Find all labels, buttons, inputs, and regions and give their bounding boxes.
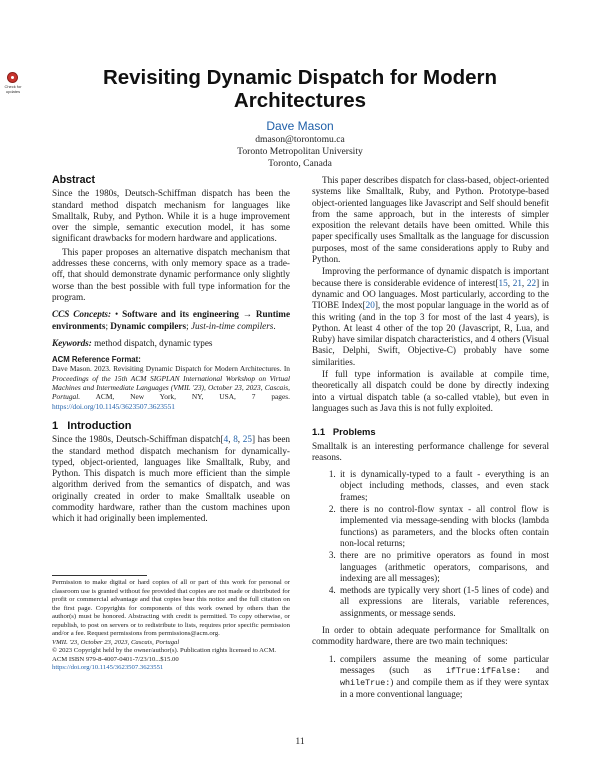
body-text: Improving the performance of dynamic dispatch is important because there is considerable evidence of interest[ xyxy=(312,266,549,288)
permission-venue: VMIL '23, October 23, 2023, Cascais, Portugal xyxy=(52,638,180,646)
intro-text: Since the 1980s, Deutsch-Schiffman dispatch[ xyxy=(52,434,224,445)
page-number: 11 xyxy=(295,736,305,747)
reference-publisher: ACM, New York, NY, USA, 7 pages. xyxy=(80,392,290,402)
techniques-intro: In order to obtain adequate performance for Smalltalk on commodity hardware, there are two main techniques: xyxy=(312,624,549,647)
techniques-list xyxy=(312,654,549,701)
ccs-concept-1: Software and its engineering xyxy=(122,309,239,320)
author-email: dmason@torontomu.ca xyxy=(255,134,345,145)
subsection-title: Problems xyxy=(332,426,376,438)
ccs-label: CCS Concepts: xyxy=(52,309,112,320)
right-paragraph-3: If full type information is available at compile time, theoretically all dispatch could be done by directly indexing into a virtual dispatch table (a so-called vtable), but even in languages such as Java this is not fully exploited. xyxy=(312,369,549,413)
citation-separator: , xyxy=(521,277,527,288)
permission-doi-link[interactable]: https://doi.org/10.1145/3623507.3623551 xyxy=(52,664,164,671)
problems-list xyxy=(312,469,549,619)
list-item: 4. methods are typically very short (1-5 lines of code) and all expressions are literals, variable references, assignments, or message sends. xyxy=(338,585,549,619)
subsection-number: 1.1 xyxy=(312,426,326,438)
keywords-text: method dispatch, dynamic types xyxy=(94,337,213,348)
list-item xyxy=(338,654,549,701)
acm-reference xyxy=(52,355,290,411)
ccs-concept-3: Dynamic compilers xyxy=(110,320,187,331)
ccs-arrow: → xyxy=(242,309,252,320)
right-paragraph-2 xyxy=(312,266,549,368)
ccs-bullet: • xyxy=(114,309,119,320)
citation-link[interactable]: 25 xyxy=(242,434,252,445)
author-institution: Toronto Metropolitan University xyxy=(237,146,363,157)
left-column xyxy=(52,175,290,525)
list-text: compilers assume the meaning of some particular messages (such as xyxy=(340,653,549,675)
keywords xyxy=(52,338,290,349)
abstract-paragraph-2: This paper proposes an alternative dispatch mechanism that addresses these concerns, with only memory space as a trade-off, that should demonstrate dynamic performance only slightly worse than the best possible with full type information for the program. xyxy=(52,246,290,302)
body-text: ], the most popular language in the world as of this writing (and in the top 3 for most of the last 4 years), is Python. At least 4 other of the top 20 (Javascript, R, Lua, and Ruby) have similar dispatch characteristics, and 4 others (Visual Basic, Delphi, Swift, Objective-C) probably have some similarities. xyxy=(312,300,549,367)
reference-doi-link[interactable]: https://doi.org/10.1145/3623507.3623551 xyxy=(52,401,175,411)
ccs-concept-4: Just-in-time compilers xyxy=(190,320,274,331)
keywords-label: Keywords: xyxy=(52,337,92,348)
paper-title: Revisiting Dynamic Dispatch for Modern Architectures xyxy=(102,66,498,112)
section-title: Introduction xyxy=(67,419,132,432)
footnote-divider xyxy=(52,575,147,576)
reference-heading: ACM Reference Format: xyxy=(52,355,141,365)
abstract-paragraph-1: Since the 1980s, Deutsch-Schiffman dispatch has been the standard method dispatch mechanism for languages like Smalltalk, Ruby, and Python. While it is a huge improvement over the simple, semantic execution model, it has some significant drawbacks for modern hardware and applications. xyxy=(52,188,290,244)
introduction-heading xyxy=(52,421,290,432)
check-for-updates-badge[interactable] xyxy=(4,72,21,96)
section-number: 1 xyxy=(52,419,59,432)
update-badge-icon xyxy=(7,72,18,83)
citation-separator: , xyxy=(507,277,513,288)
problems-intro: Smalltalk is an interesting performance challenge for several reasons. xyxy=(312,440,549,462)
ccs-separator: ; xyxy=(105,320,111,331)
author-name[interactable]: Dave Mason xyxy=(266,119,334,133)
citation-link[interactable]: 20 xyxy=(365,300,375,311)
citation-link[interactable]: 21 xyxy=(512,277,522,288)
ccs-separator: ; xyxy=(186,320,191,331)
introduction-paragraph xyxy=(52,434,290,524)
permission-block xyxy=(52,579,290,673)
citation-link[interactable]: 8 xyxy=(233,434,238,445)
list-text: ) and compile them as if they were syntax in a more conventional language; xyxy=(340,677,549,700)
citation-link[interactable]: 15 xyxy=(498,277,508,288)
list-item: 1. it is dynamically-typed to a fault - everything is an object including methods, classes, and even stack frames; xyxy=(338,469,549,503)
list-item: 3. there are no primitive operators as found in most languages (arithmetic operators, comparisons, and indexing are all messages); xyxy=(338,550,549,584)
citation-separator: , xyxy=(228,434,234,445)
right-paragraph-1: This paper describes dispatch for class-based, object-oriented systems like Smalltalk, Ruby, and Python. Prototype-based object-oriented languages like Javascript and Self should benefit from the same approach, but in the interests of simpler exposition the relevant details have been omitted. While this paper specifically uses Smalltalk as the language for discussion purposes, most of the same considerations apply to Ruby and Python. xyxy=(312,175,550,265)
ccs-concept-2: Runtime environments xyxy=(52,309,291,331)
list-text: and xyxy=(521,664,549,675)
permission-copyright: © 2023 Copyright held by the owner/author(s). Publication rights licensed to ACM. xyxy=(52,647,277,654)
reference-proceedings: Proceedings of the 15th ACM SIGPLAN International Workshop on Virtual Machines and Intermediate Languages (VMIL '23), October 23, 2023, Cascais, Portugal. xyxy=(52,373,290,402)
citation-separator: , xyxy=(237,434,243,445)
abstract-heading: Abstract xyxy=(52,174,95,186)
author-location: Toronto, Canada xyxy=(268,158,332,169)
permission-text: Permission to make digital or hard copies of all or part of this work for personal or classroom use is granted without fee provided that copies are not made or distributed for profit or commercial advantage and that copies bear this notice and the full citation on the first page. Copyrights for components of this work owned by others than the author(s) must be honored. Abstracting with credit is permitted. To copy otherwise, or republish, to post on servers or to redistribute to lists, requires prior specific permission and/or a fee. Request permissions from permissions@acm.org. xyxy=(52,579,290,637)
permission-isbn: ACM ISBN 979-8-4007-0401-7/23/10...$15.00 xyxy=(52,655,179,663)
code-ifTrue-ifFalse: ifTrue:ifFalse: xyxy=(445,665,522,676)
list-item: 2. there is no control-flow syntax - all control flow is implemented via message-sending with blocks (lambda functions) as parameters, and the blocks often contain non-local returns; xyxy=(338,504,549,549)
citation-link[interactable]: 4 xyxy=(223,434,229,445)
ccs-end: . xyxy=(273,320,276,331)
ccs-concepts xyxy=(52,309,290,332)
code-whileTrue: whileTrue: xyxy=(340,678,391,689)
right-column xyxy=(312,175,549,702)
problems-heading xyxy=(312,426,549,437)
reference-text: Dave Mason. 2023. Revisiting Dynamic Dispatch for Modern Architectures. In xyxy=(52,364,290,374)
intro-text: ] has been the standard method dispatch mechanism for dynamically-typed, object-oriented, languages like Smalltalk, Ruby, and Python. This dispatch is much more efficient than the simple algorithm derived from the semantics of dispatch, and was originally created in order to make Smalltalk useable on commodity hardware, rather than the custom machines upon which it had originally been implemented. xyxy=(52,434,291,524)
citation-link[interactable]: 22 xyxy=(526,277,537,288)
update-badge-label: Check for updates xyxy=(4,84,22,94)
body-text: ] in dynamic and OO languages. Most particularly, according to the TIOBE Index[ xyxy=(312,277,550,311)
